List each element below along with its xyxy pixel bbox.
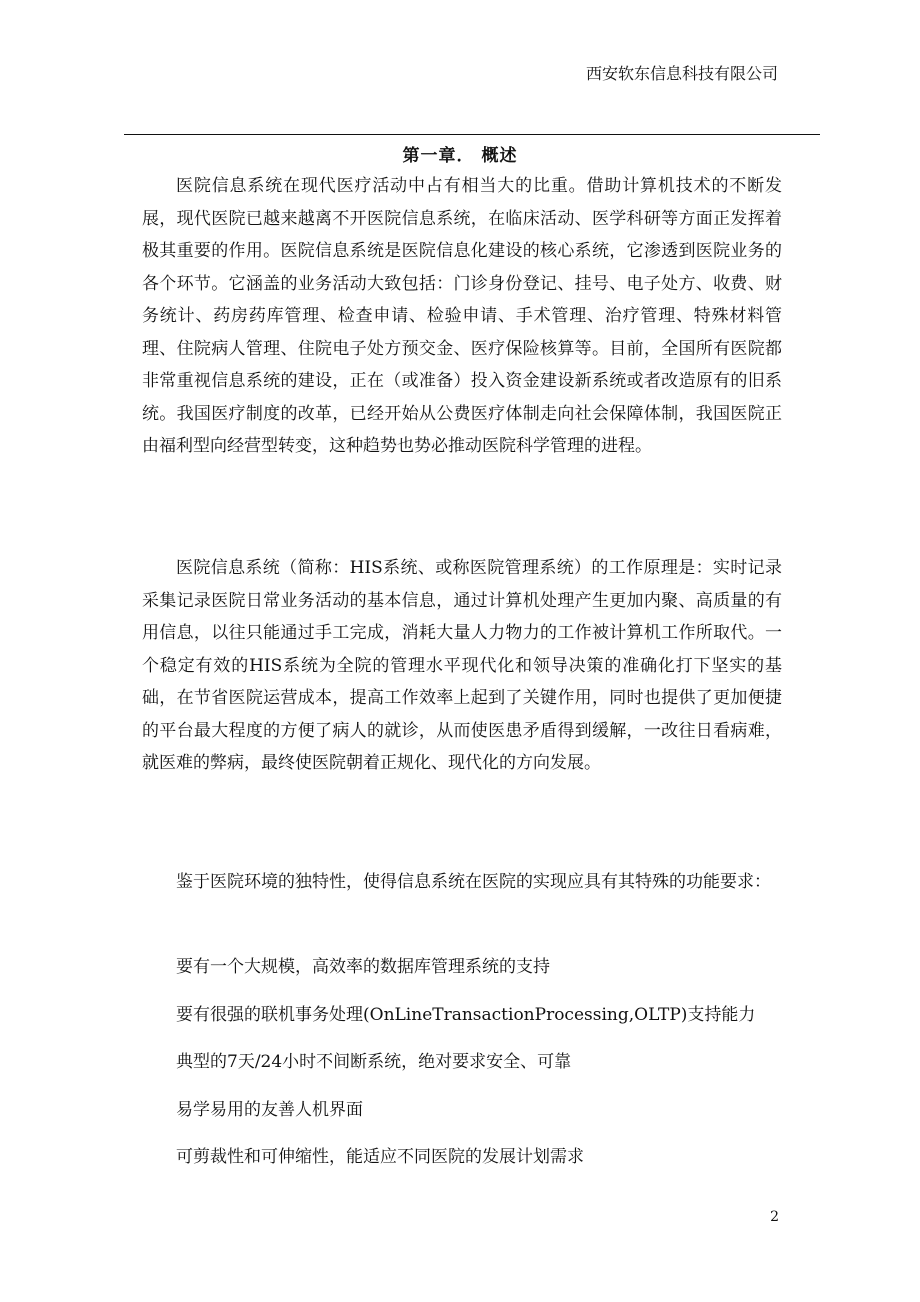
page-header-company: 西安软东信息科技有限公司 — [585, 64, 778, 83]
paragraph-his-principle: 医院信息系统（简称：HIS系统、或称医院管理系统）的工作原理是：实时记录采集记录医院日常业务活动的基本信息，通过计算机处理产生更加内聚、高质量的有用信息，以往只能通过手工完成，消耗大量人力物力的工作被计算机工作所取代。一个稳定有效的HIS系统为全院的管理水平现代化和领导决策的准确化打下坚实的基础，在节省医院运营成本，提高工作效率上起到了关键作用，同时也提供了更加便捷的平台最大程度的方便了病人的就诊，从而使医患矛盾得到缓解，一改往日看病难，就医难的弊病，最终使医院朝着正规化、现代化的方向发展。 — [142, 558, 782, 773]
requirement-item: 易学易用的友善人机界面 — [176, 1099, 363, 1120]
header-divider — [124, 134, 820, 135]
requirement-item: 可剪裁性和可伸缩性，能适应不同医院的发展计划需求 — [176, 1147, 584, 1167]
paragraph-requirements-intro: 鉴于医院环境的独特性，使得信息系统在医院的实现应具有其特殊的功能要求： — [176, 872, 771, 892]
requirement-item: 典型的7天/24小时不间断系统，绝对要求安全、可靠 — [176, 1052, 572, 1072]
requirement-item: 要有很强的联机事务处理(OnLineTransactionProcessing,OLTP)支持能力 — [176, 1004, 756, 1025]
page-number: 2 — [770, 1209, 779, 1225]
paragraph-overview: 医院信息系统在现代医疗活动中占有相当大的比重。借助计算机技术的不断发展，现代医院已越来越离不开医院信息系统，在临床活动、医学科研等方面正发挥着极其重要的作用。医院信息系统是医院信息化建设的核心系统，它渗透到医院业务的各个环节。它涵盖的业务活动大致包括：门诊身份登记、挂号、电子处方、收费、财务统计、药房药库管理、检查申请、检验申请、手术管理、治疗管理、特殊材料管理、住院病人管理、住院电子处方预交金、医疗保险核算等。目前，全国所有医院都非常重视信息系统的建设，正在（或准备）投入资金建设新系统或者改造原有的旧系统。我国医疗制度的改革，已经开始从公费医疗体制走向社会保障体制，我国医院正由福利型向经营型转变，这种趋势也势必推动医院科学管理的进程。 — [142, 176, 782, 456]
requirements-list — [176, 955, 796, 1193]
chapter-title: 第一章． 概述 — [402, 146, 518, 166]
requirement-item: 要有一个大规模，高效率的数据库管理系统的支持 — [176, 957, 550, 977]
